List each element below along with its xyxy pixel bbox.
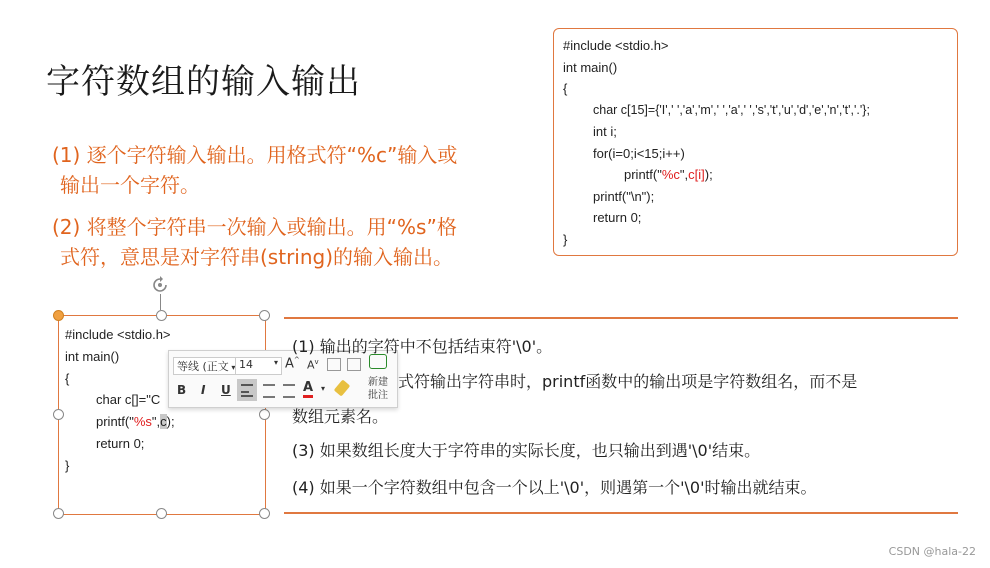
font-name-select[interactable]: 等线 (正文 ▾ [173,357,236,375]
note-4: (4) 如果一个字符数组中包含一个以上'\0'，则遇第一个'\0'时输出就结束。 [292,478,817,497]
code-example-c[interactable] [553,28,958,256]
decrease-font-icon[interactable]: $A^v$ [307,358,319,372]
new-comment-button[interactable]: 新建 批注 [368,377,388,401]
divider-top [284,317,958,319]
code-line: { [563,81,568,96]
resize-handle-right[interactable] [259,409,270,420]
code-line: return 0; [96,436,145,451]
note-1: (1) 输出的字符中不包括结束符'\0'。 [292,337,553,356]
resize-handle-bottom-right[interactable] [259,508,270,519]
point-2-line-1: (2) 将整个字符串一次输入或输出。用“%s”格 [52,215,457,239]
code-line: int main() [563,60,618,75]
increase-font-icon[interactable]: A^ [285,356,300,372]
align-left-icon[interactable] [237,379,257,401]
code-line: printf("\n"); [593,189,655,204]
code-line: return 0; [593,210,642,225]
code-line: printf("%s",c); [96,414,175,429]
note-2-line-1: 式符输出字符串时，printf函数中的输出项是字符数组名，而不是 [398,372,858,391]
code-line: int i; [593,124,617,139]
outdent-icon[interactable] [327,358,341,371]
mini-format-toolbar [168,350,398,408]
selected-text[interactable]: c [160,414,167,429]
point-1-line-1: (1) 逐个字符输入输出。用格式符“%c”输入或 [52,143,458,167]
resize-handle-top-left[interactable] [53,310,64,321]
code-line: int main() [65,349,120,364]
italic-button[interactable]: I [201,383,206,397]
code-line: char c[]="C [96,392,161,407]
resize-handle-left[interactable] [53,409,64,420]
rotate-handle-icon[interactable] [151,276,169,294]
code-line: printf("%c",c[i]); [624,167,713,182]
code-example-s-selected[interactable] [58,315,266,515]
divider-bottom [284,512,958,514]
code-line: #include <stdio.h> [563,38,669,53]
align-center-icon[interactable] [263,384,275,398]
point-2-line-2: 式符，意思是对字符串(string)的输入输出。 [60,245,454,269]
point-1 [52,140,522,200]
resize-handle-top[interactable] [156,310,167,321]
chevron-down-icon[interactable]: ▾ [321,384,326,393]
format-painter-icon[interactable] [334,379,351,396]
slide-title: 字符数组的输入输出 [46,62,361,102]
align-right-icon[interactable] [283,384,295,398]
code-line: char c[15]={'I',' ','a','m',' ','a',' ','s','t','u','d','e','n','t','.'}; [593,103,870,117]
code-line: #include <stdio.h> [65,327,171,342]
code-line: for(i=0;i<15;i++) [593,146,685,161]
font-size-select[interactable]: 14 ▾ [235,357,282,375]
underline-button[interactable]: U [221,383,231,397]
font-color-button[interactable]: A [303,381,313,398]
resize-handle-top-right[interactable] [259,310,270,321]
point-1-line-2: 输出一个字符。 [60,173,200,197]
note-2-line-2: 数组元素名。 [292,407,389,426]
resize-handle-bottom-left[interactable] [53,508,64,519]
resize-handle-bottom[interactable] [156,508,167,519]
code-line: } [563,232,568,247]
code-line: { [65,371,70,386]
watermark: CSDN @hala-22 [888,545,976,558]
code-line: } [65,458,70,473]
note-3: (3) 如果数组长度大于字符串的实际长度，也只输出到遇'\0'结束。 [292,441,761,460]
rotate-connector [160,294,161,310]
point-2 [52,212,522,272]
bold-button[interactable]: B [177,383,187,397]
indent-icon[interactable] [347,358,361,371]
